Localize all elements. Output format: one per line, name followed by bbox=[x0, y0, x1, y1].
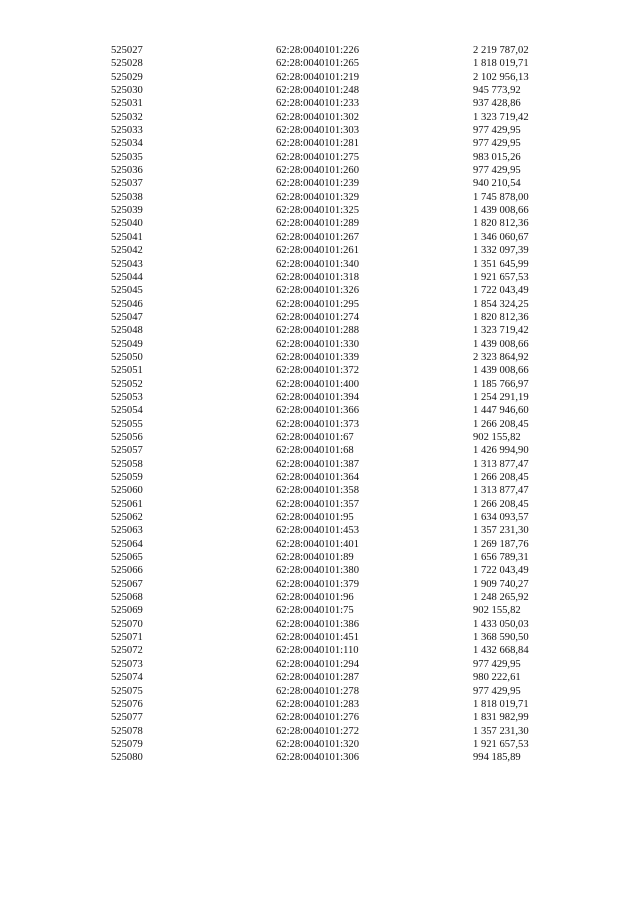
table-row bbox=[0, 604, 640, 617]
value-cell: 977 429,95 bbox=[473, 138, 521, 150]
table-row bbox=[0, 524, 640, 537]
row-number-cell: 525036 bbox=[111, 165, 143, 177]
row-number-cell: 525073 bbox=[111, 658, 143, 670]
cadastral-number-cell: 62:28:0040101:326 bbox=[276, 285, 359, 297]
table-row bbox=[0, 124, 640, 137]
table-row bbox=[0, 711, 640, 724]
value-cell: 1 313 877,47 bbox=[473, 485, 529, 497]
table-row bbox=[0, 391, 640, 404]
row-number-cell: 525064 bbox=[111, 538, 143, 550]
table-row bbox=[0, 177, 640, 190]
cadastral-number-cell: 62:28:0040101:96 bbox=[276, 592, 354, 604]
value-cell: 1 357 231,30 bbox=[473, 525, 529, 537]
table-row bbox=[0, 591, 640, 604]
value-cell: 1 357 231,30 bbox=[473, 725, 529, 737]
cadastral-number-cell: 62:28:0040101:219 bbox=[276, 71, 359, 83]
table-row bbox=[0, 311, 640, 324]
table-row bbox=[0, 324, 640, 337]
value-cell: 1 439 008,66 bbox=[473, 205, 529, 217]
value-cell: 1 433 050,03 bbox=[473, 618, 529, 630]
cadastral-number-cell: 62:28:0040101:276 bbox=[276, 712, 359, 724]
cadastral-number-cell: 62:28:0040101:295 bbox=[276, 298, 359, 310]
value-cell: 977 429,95 bbox=[473, 165, 521, 177]
cadastral-number-cell: 62:28:0040101:278 bbox=[276, 685, 359, 697]
row-number-cell: 525044 bbox=[111, 271, 143, 283]
row-number-cell: 525066 bbox=[111, 565, 143, 577]
value-cell: 1 854 324,25 bbox=[473, 298, 529, 310]
cadastral-number-cell: 62:28:0040101:283 bbox=[276, 698, 359, 710]
row-number-cell: 525029 bbox=[111, 71, 143, 83]
row-number-cell: 525043 bbox=[111, 258, 143, 270]
table-row bbox=[0, 338, 640, 351]
table-row bbox=[0, 418, 640, 431]
value-cell: 1 909 740,27 bbox=[473, 578, 529, 590]
row-number-cell: 525072 bbox=[111, 645, 143, 657]
value-cell: 977 429,95 bbox=[473, 125, 521, 137]
value-cell: 902 155,82 bbox=[473, 431, 521, 443]
cadastral-number-cell: 62:28:0040101:380 bbox=[276, 565, 359, 577]
value-cell: 1 722 043,49 bbox=[473, 565, 529, 577]
row-number-cell: 525049 bbox=[111, 338, 143, 350]
table-row bbox=[0, 551, 640, 564]
table-row bbox=[0, 431, 640, 444]
cadastral-number-cell: 62:28:0040101:386 bbox=[276, 618, 359, 630]
value-cell: 1 248 265,92 bbox=[473, 592, 529, 604]
row-number-cell: 525076 bbox=[111, 698, 143, 710]
value-cell: 1 185 766,97 bbox=[473, 378, 529, 390]
cadastral-number-cell: 62:28:0040101:89 bbox=[276, 552, 354, 564]
row-number-cell: 525045 bbox=[111, 285, 143, 297]
cadastral-number-cell: 62:28:0040101:281 bbox=[276, 138, 359, 150]
table-row bbox=[0, 364, 640, 377]
cadastral-number-cell: 62:28:0040101:340 bbox=[276, 258, 359, 270]
table-row bbox=[0, 284, 640, 297]
value-cell: 1 269 187,76 bbox=[473, 538, 529, 550]
table-row bbox=[0, 57, 640, 70]
value-cell: 2 323 864,92 bbox=[473, 351, 529, 363]
value-cell: 940 210,54 bbox=[473, 178, 521, 190]
row-number-cell: 525032 bbox=[111, 111, 143, 123]
cadastral-number-cell: 62:28:0040101:400 bbox=[276, 378, 359, 390]
row-number-cell: 525035 bbox=[111, 151, 143, 163]
row-number-cell: 525061 bbox=[111, 498, 143, 510]
cadastral-number-cell: 62:28:0040101:401 bbox=[276, 538, 359, 550]
value-cell: 1 266 208,45 bbox=[473, 498, 529, 510]
table-row bbox=[0, 631, 640, 644]
row-number-cell: 525030 bbox=[111, 85, 143, 97]
cadastral-number-cell: 62:28:0040101:330 bbox=[276, 338, 359, 350]
cadastral-number-cell: 62:28:0040101:233 bbox=[276, 98, 359, 110]
table-row bbox=[0, 511, 640, 524]
cadastral-number-cell: 62:28:0040101:303 bbox=[276, 125, 359, 137]
value-cell: 1 818 019,71 bbox=[473, 698, 529, 710]
value-cell: 1 426 994,90 bbox=[473, 445, 529, 457]
value-cell: 1 432 668,84 bbox=[473, 645, 529, 657]
value-cell: 1 323 719,42 bbox=[473, 325, 529, 337]
value-cell: 1 439 008,66 bbox=[473, 338, 529, 350]
row-number-cell: 525047 bbox=[111, 311, 143, 323]
cadastral-number-cell: 62:28:0040101:364 bbox=[276, 472, 359, 483]
row-number-cell: 525056 bbox=[111, 431, 143, 443]
cadastral-number-cell: 62:28:0040101:387 bbox=[276, 458, 359, 470]
cadastral-number-cell: 62:28:0040101:275 bbox=[276, 151, 359, 163]
cadastral-number-cell: 62:28:0040101:265 bbox=[276, 58, 359, 70]
row-number-cell: 525050 bbox=[111, 351, 143, 363]
value-cell: 1 656 789,31 bbox=[473, 552, 529, 564]
cadastral-number-cell: 62:28:0040101:75 bbox=[276, 605, 354, 617]
table-row bbox=[0, 564, 640, 577]
value-cell: 1 818 019,71 bbox=[473, 58, 529, 70]
table-row bbox=[0, 271, 640, 284]
table-row bbox=[0, 217, 640, 230]
row-number-cell: 525038 bbox=[111, 191, 143, 203]
row-number-cell: 525062 bbox=[111, 512, 143, 524]
table-row bbox=[0, 698, 640, 711]
table-row bbox=[0, 458, 640, 471]
cadastral-number-cell: 62:28:0040101:339 bbox=[276, 351, 359, 363]
cadastral-number-cell: 62:28:0040101:67 bbox=[276, 431, 354, 443]
cadastral-number-cell: 62:28:0040101:366 bbox=[276, 405, 359, 417]
row-number-cell: 525042 bbox=[111, 245, 143, 257]
table-row bbox=[0, 404, 640, 417]
value-cell: 1 745 878,00 bbox=[473, 191, 529, 203]
cadastral-number-cell: 62:28:0040101:373 bbox=[276, 418, 359, 430]
row-number-cell: 525071 bbox=[111, 632, 143, 644]
row-number-cell: 525027 bbox=[111, 45, 143, 56]
cadastral-number-cell: 62:28:0040101:68 bbox=[276, 445, 354, 457]
row-number-cell: 525028 bbox=[111, 58, 143, 70]
value-cell: 1 439 008,66 bbox=[473, 365, 529, 377]
value-cell: 1 921 657,53 bbox=[473, 738, 529, 750]
value-cell: 1 332 097,39 bbox=[473, 245, 529, 257]
table-row bbox=[0, 471, 640, 484]
row-number-cell: 525079 bbox=[111, 738, 143, 750]
row-number-cell: 525074 bbox=[111, 672, 143, 684]
row-number-cell: 525040 bbox=[111, 218, 143, 230]
cadastral-number-cell: 62:28:0040101:274 bbox=[276, 311, 359, 323]
row-number-cell: 525057 bbox=[111, 445, 143, 457]
table-row bbox=[0, 231, 640, 244]
table-row bbox=[0, 725, 640, 738]
value-cell: 1 820 812,36 bbox=[473, 311, 529, 323]
row-number-cell: 525052 bbox=[111, 378, 143, 390]
row-number-cell: 525054 bbox=[111, 405, 143, 417]
value-cell: 1 368 590,50 bbox=[473, 632, 529, 644]
value-cell: 1 634 093,57 bbox=[473, 512, 529, 524]
table-row bbox=[0, 644, 640, 657]
row-number-cell: 525075 bbox=[111, 685, 143, 697]
table-row bbox=[0, 244, 640, 257]
table-row bbox=[0, 151, 640, 164]
row-number-cell: 525067 bbox=[111, 578, 143, 590]
row-number-cell: 525077 bbox=[111, 712, 143, 724]
table-row bbox=[0, 204, 640, 217]
table-row bbox=[0, 658, 640, 671]
cadastral-number-cell: 62:28:0040101:226 bbox=[276, 45, 359, 56]
table-row bbox=[0, 578, 640, 591]
cadastral-number-cell: 62:28:0040101:267 bbox=[276, 231, 359, 243]
row-number-cell: 525053 bbox=[111, 391, 143, 403]
value-cell: 2 219 787,02 bbox=[473, 45, 529, 56]
value-cell: 1 266 208,45 bbox=[473, 472, 529, 483]
value-cell: 945 773,92 bbox=[473, 85, 521, 97]
cadastral-number-cell: 62:28:0040101:357 bbox=[276, 498, 359, 510]
cadastral-number-cell: 62:28:0040101:358 bbox=[276, 485, 359, 497]
table-row bbox=[0, 484, 640, 497]
row-number-cell: 525055 bbox=[111, 418, 143, 430]
value-cell: 1 266 208,45 bbox=[473, 418, 529, 430]
value-cell: 1 351 645,99 bbox=[473, 258, 529, 270]
value-cell: 983 015,26 bbox=[473, 151, 521, 163]
table-row bbox=[0, 351, 640, 364]
value-cell: 1 346 060,67 bbox=[473, 231, 529, 243]
table-row bbox=[0, 84, 640, 97]
cadastral-number-cell: 62:28:0040101:288 bbox=[276, 325, 359, 337]
row-number-cell: 525048 bbox=[111, 325, 143, 337]
value-cell: 1 254 291,19 bbox=[473, 391, 529, 403]
value-cell: 1 820 812,36 bbox=[473, 218, 529, 230]
cadastral-number-cell: 62:28:0040101:272 bbox=[276, 725, 359, 737]
cadastral-number-cell: 62:28:0040101:451 bbox=[276, 632, 359, 644]
table-row bbox=[0, 44, 640, 57]
cadastral-number-cell: 62:28:0040101:320 bbox=[276, 738, 359, 750]
cadastral-number-cell: 62:28:0040101:318 bbox=[276, 271, 359, 283]
value-cell: 1 831 982,99 bbox=[473, 712, 529, 724]
cadastral-number-cell: 62:28:0040101:248 bbox=[276, 85, 359, 97]
cadastral-number-cell: 62:28:0040101:302 bbox=[276, 111, 359, 123]
row-number-cell: 525058 bbox=[111, 458, 143, 470]
cadastral-number-cell: 62:28:0040101:110 bbox=[276, 645, 359, 657]
row-number-cell: 525033 bbox=[111, 125, 143, 137]
cadastral-number-cell: 62:28:0040101:261 bbox=[276, 245, 359, 257]
table-row bbox=[0, 671, 640, 684]
table-row bbox=[0, 137, 640, 150]
row-number-cell: 525051 bbox=[111, 365, 143, 377]
row-number-cell: 525039 bbox=[111, 205, 143, 217]
table-row bbox=[0, 191, 640, 204]
row-number-cell: 525046 bbox=[111, 298, 143, 310]
row-number-cell: 525070 bbox=[111, 618, 143, 630]
row-number-cell: 525060 bbox=[111, 485, 143, 497]
table-row bbox=[0, 378, 640, 391]
value-cell: 1 323 719,42 bbox=[473, 111, 529, 123]
cadastral-number-cell: 62:28:0040101:289 bbox=[276, 218, 359, 230]
cadastral-number-cell: 62:28:0040101:379 bbox=[276, 578, 359, 590]
row-number-cell: 525065 bbox=[111, 552, 143, 564]
table-row bbox=[0, 444, 640, 457]
cadastral-number-cell: 62:28:0040101:95 bbox=[276, 512, 354, 524]
value-cell: 2 102 956,13 bbox=[473, 71, 529, 83]
table-row bbox=[0, 498, 640, 511]
table-row bbox=[0, 618, 640, 631]
value-cell: 1 921 657,53 bbox=[473, 271, 529, 283]
table-row bbox=[0, 111, 640, 124]
value-cell: 1 722 043,49 bbox=[473, 285, 529, 297]
cadastral-number-cell: 62:28:0040101:287 bbox=[276, 672, 359, 684]
cadastral-number-cell: 62:28:0040101:306 bbox=[276, 752, 359, 764]
cadastral-number-cell: 62:28:0040101:294 bbox=[276, 658, 359, 670]
table-row bbox=[0, 97, 640, 110]
table-row bbox=[0, 685, 640, 698]
cadastral-number-cell: 62:28:0040101:453 bbox=[276, 525, 359, 537]
table-row bbox=[0, 738, 640, 751]
value-cell: 977 429,95 bbox=[473, 658, 521, 670]
row-number-cell: 525037 bbox=[111, 178, 143, 190]
row-number-cell: 525031 bbox=[111, 98, 143, 110]
row-number-cell: 525059 bbox=[111, 472, 143, 483]
table-row bbox=[0, 298, 640, 311]
cadastral-number-cell: 62:28:0040101:329 bbox=[276, 191, 359, 203]
value-cell: 1 447 946,60 bbox=[473, 405, 529, 417]
value-cell: 977 429,95 bbox=[473, 685, 521, 697]
cadastral-number-cell: 62:28:0040101:372 bbox=[276, 365, 359, 377]
value-cell: 980 222,61 bbox=[473, 672, 521, 684]
value-cell: 994 185,89 bbox=[473, 752, 521, 764]
cadastral-number-cell: 62:28:0040101:239 bbox=[276, 178, 359, 190]
cadastral-number-cell: 62:28:0040101:394 bbox=[276, 391, 359, 403]
row-number-cell: 525080 bbox=[111, 752, 143, 764]
table-row bbox=[0, 538, 640, 551]
table-row bbox=[0, 71, 640, 84]
value-cell: 902 155,82 bbox=[473, 605, 521, 617]
row-number-cell: 525068 bbox=[111, 592, 143, 604]
row-number-cell: 525069 bbox=[111, 605, 143, 617]
table-row bbox=[0, 164, 640, 177]
row-number-cell: 525034 bbox=[111, 138, 143, 150]
table-row bbox=[0, 258, 640, 271]
data-table bbox=[0, 44, 640, 765]
row-number-cell: 525041 bbox=[111, 231, 143, 243]
value-cell: 937 428,86 bbox=[473, 98, 521, 110]
value-cell: 1 313 877,47 bbox=[473, 458, 529, 470]
cadastral-number-cell: 62:28:0040101:325 bbox=[276, 205, 359, 217]
table-row bbox=[0, 751, 640, 764]
row-number-cell: 525063 bbox=[111, 525, 143, 537]
row-number-cell: 525078 bbox=[111, 725, 143, 737]
cadastral-number-cell: 62:28:0040101:260 bbox=[276, 165, 359, 177]
